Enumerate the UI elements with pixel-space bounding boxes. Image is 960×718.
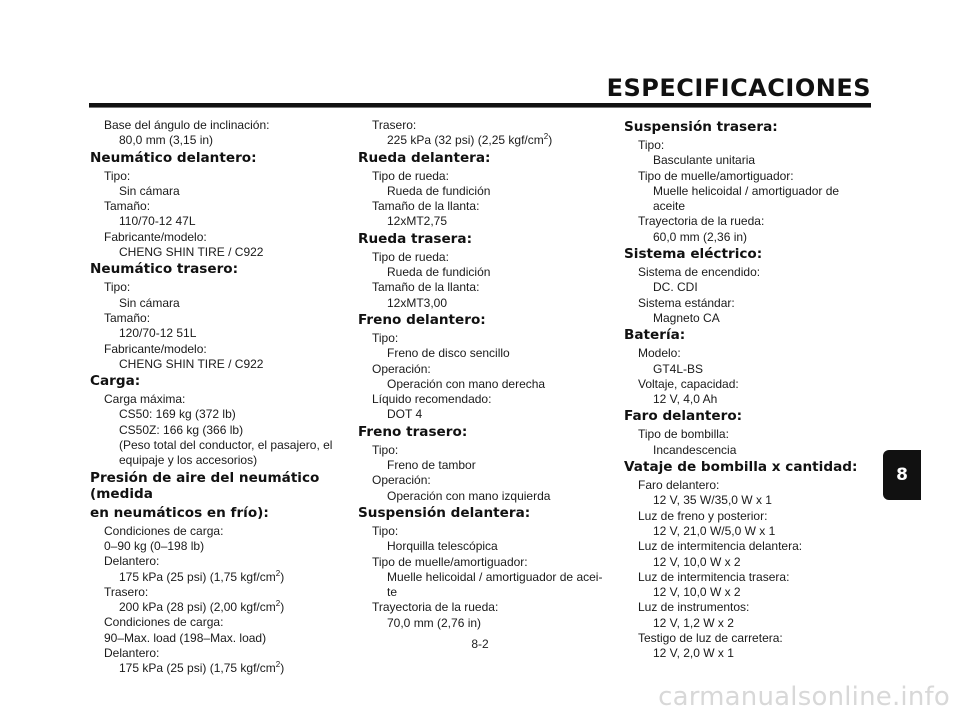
spec-value [358, 570, 608, 585]
spec-value [90, 296, 340, 311]
spec-text: Faro delantero: [638, 478, 720, 493]
spec-text: Horquilla telescópica [387, 539, 498, 554]
spec-text: CHENG SHIN TIRE / C922 [119, 245, 264, 260]
spec-text: Operación: [372, 361, 431, 376]
spec-text: Tamaño de la llanta: [372, 280, 480, 295]
spec-text: Condiciones de carga: [104, 615, 224, 630]
spec-text: Luz de instrumentos: [638, 600, 750, 615]
spec-label [624, 570, 874, 585]
spec-label [358, 473, 608, 488]
spec-value [624, 184, 874, 199]
spec-value [358, 458, 608, 473]
spec-text: 120/70-12 51L [119, 326, 197, 341]
spec-label [90, 342, 340, 357]
spec-value [624, 230, 874, 245]
spec-text: equipaje y los accesorios) [119, 453, 258, 468]
spec-value [358, 407, 608, 422]
spec-text: te [387, 585, 398, 600]
spec-text: CS50Z: 166 kg (366 lb) [119, 422, 244, 437]
section-heading [90, 150, 340, 166]
spec-text-suffix: ) [280, 600, 285, 615]
spec-value [358, 184, 608, 199]
section-heading [624, 459, 874, 475]
spec-text: Sin cámara [119, 183, 180, 198]
section-heading [358, 231, 608, 247]
spec-value [90, 438, 340, 453]
section-heading [624, 119, 874, 135]
spec-value [358, 489, 608, 504]
spec-text: Luz de intermitencia trasera: [638, 569, 790, 584]
spec-label [90, 392, 340, 407]
spec-text: Testigo de luz de carretera: [638, 631, 783, 646]
spec-text: 12xMT3,00 [387, 295, 448, 310]
spec-value [358, 377, 608, 392]
spec-text: Delantero: [104, 554, 160, 569]
spec-value [358, 539, 608, 554]
spec-text: Muelle helicoidal / amortiguador de acei- [387, 569, 603, 584]
spec-text: Tipo: [638, 138, 665, 152]
spec-text: GT4L-BS [653, 361, 704, 376]
spec-text: Operación con mano izquierda [387, 488, 551, 503]
spec-column-3 [624, 118, 874, 662]
section-heading [90, 470, 340, 502]
spec-label [624, 296, 874, 311]
spec-text: 12 V, 10,0 W x 2 [653, 554, 741, 569]
section-heading [624, 327, 874, 343]
spec-text: Condiciones de carga: [104, 523, 224, 538]
spec-value [90, 184, 340, 199]
spec-value [90, 357, 340, 372]
spec-text: CHENG SHIN TIRE / C922 [119, 356, 264, 371]
spec-text: Trayectoria de la rueda: [372, 600, 499, 615]
section-heading [624, 246, 874, 262]
spec-text-suffix: ) [280, 569, 285, 584]
section-heading [358, 505, 608, 521]
spec-text: Fabricante/modelo: [104, 341, 207, 356]
spec-label [624, 138, 874, 153]
spec-text: CS50: 169 kg (372 lb) [119, 407, 236, 422]
spec-label [624, 427, 874, 442]
spec-text: Líquido recomendado: [372, 392, 492, 407]
spec-value [90, 214, 340, 229]
spec-label [624, 478, 874, 493]
spec-text: 12xMT2,75 [387, 214, 448, 229]
spec-value [624, 362, 874, 377]
spec-label [624, 346, 874, 361]
spec-label [358, 280, 608, 295]
spec-value [624, 555, 874, 570]
spec-text: Rueda de fundición [387, 265, 491, 280]
spec-text: Basculante unitaria [653, 153, 756, 168]
spec-text: 60,0 mm (2,36 in) [653, 229, 748, 244]
spec-label [90, 199, 340, 214]
spec-text: Sistema de encendido: [638, 265, 761, 280]
chapter-tab-label: 8 [896, 465, 908, 485]
spec-value [624, 585, 874, 600]
spec-value [90, 570, 340, 585]
spec-text: 175 kPa (25 psi) (1,75 kgf/cm [119, 569, 276, 584]
spec-text: 200 kPa (28 psi) (2,00 kgf/cm [119, 600, 276, 615]
spec-text-suffix: ) [280, 661, 285, 676]
spec-text: DC. CDI [653, 280, 698, 295]
spec-label [358, 524, 608, 539]
spec-label [624, 214, 874, 229]
spec-text: 90–Max. load (198–Max. load) [104, 630, 267, 645]
watermark: carmanualsonline.info [658, 682, 950, 712]
section-heading [624, 408, 874, 424]
spec-text: Tipo: [104, 168, 131, 183]
spec-value [90, 453, 340, 468]
spec-text: Tamaño: [104, 310, 151, 325]
spec-text: Carga: [90, 373, 141, 390]
section-heading [90, 505, 340, 521]
spec-value [358, 214, 608, 229]
superscript: 2 [275, 568, 281, 578]
spec-text: Fabricante/modelo: [104, 229, 207, 244]
spec-text: Carga máxima: [104, 392, 186, 407]
spec-text: Trayectoria de la rueda: [638, 214, 765, 229]
spec-value [358, 265, 608, 280]
section-heading [358, 312, 608, 328]
spec-text: Freno trasero: [358, 423, 468, 440]
spec-value [624, 493, 874, 508]
spec-text: Tipo de rueda: [372, 168, 449, 183]
spec-label [90, 311, 340, 326]
spec-text: 12 V, 35 W/35,0 W x 1 [653, 493, 772, 508]
spec-text: 80,0 mm (3,15 in) [119, 133, 214, 148]
spec-value [624, 443, 874, 458]
spec-label [90, 615, 340, 630]
page-number: 8-2 [471, 637, 489, 651]
spec-value [90, 600, 340, 615]
spec-value [358, 585, 608, 600]
spec-value [624, 616, 874, 631]
spec-text: 175 kPa (25 psi) (1,75 kgf/cm [119, 661, 276, 676]
spec-text: Tipo: [372, 330, 399, 345]
section-heading [90, 261, 340, 277]
spec-text: Delantero: [104, 646, 160, 661]
spec-label [624, 539, 874, 554]
spec-value [358, 296, 608, 311]
spec-label [358, 169, 608, 184]
spec-text: Operación: [372, 473, 431, 488]
spec-label [358, 331, 608, 346]
spec-text: Faro delantero: [624, 408, 743, 425]
spec-text: Tipo de rueda: [372, 249, 449, 264]
spec-text: Suspensión trasera: [624, 119, 778, 135]
spec-label [624, 169, 874, 184]
title-rule [89, 103, 871, 107]
spec-text: Suspensión delantera: [358, 504, 531, 521]
spec-label [90, 230, 340, 245]
spec-text: Freno de tambor [387, 458, 476, 473]
spec-text: 12 V, 2,0 W x 1 [653, 646, 734, 661]
spec-text: Trasero: [372, 118, 417, 132]
spec-text: aceite [653, 199, 686, 214]
spec-label [624, 509, 874, 524]
spec-value [90, 326, 340, 341]
spec-label [358, 250, 608, 265]
spec-label [624, 265, 874, 280]
spec-text: 12 V, 10,0 W x 2 [653, 585, 741, 600]
spec-text: Luz de freno y posterior: [638, 508, 768, 523]
spec-value [90, 423, 340, 438]
spec-text: Tipo: [104, 280, 131, 295]
spec-text: Muelle helicoidal / amortiguador de [653, 183, 840, 198]
spec-text: Incandescencia [653, 442, 737, 457]
chapter-tab [883, 450, 921, 500]
section-heading [90, 373, 340, 389]
spec-value [358, 346, 608, 361]
spec-label [90, 169, 340, 184]
spec-text: DOT 4 [387, 407, 423, 422]
spec-text: Sistema eléctrico: [624, 246, 763, 263]
spec-text: Base del ángulo de inclinación: [104, 118, 270, 132]
spec-value [90, 245, 340, 260]
spec-label [358, 392, 608, 407]
spec-label [90, 585, 340, 600]
spec-text: Presión de aire del neumático (medida [90, 469, 320, 502]
spec-text: Tamaño: [104, 199, 151, 214]
spec-label [90, 524, 340, 539]
spec-label [624, 600, 874, 615]
spec-value [624, 524, 874, 539]
spec-label [358, 118, 608, 133]
spec-text: Tipo de muelle/amortiguador: [372, 554, 528, 569]
spec-value [624, 153, 874, 168]
spec-label [90, 539, 340, 554]
spec-text: en neumáticos en frío): [90, 504, 269, 521]
spec-label [358, 362, 608, 377]
page-title: ESPECIFICACIONES [606, 74, 871, 102]
spec-text: Rueda delantera: [358, 149, 491, 166]
section-heading [358, 150, 608, 166]
superscript: 2 [543, 132, 549, 142]
spec-text: Tamaño de la llanta: [372, 199, 480, 214]
spec-value [90, 661, 340, 676]
spec-label [358, 199, 608, 214]
spec-text: Magneto CA [653, 310, 720, 325]
spec-value [624, 392, 874, 407]
spec-label [358, 555, 608, 570]
spec-column-1 [90, 118, 340, 677]
spec-text: 0–90 kg (0–198 lb) [104, 538, 205, 553]
spec-text: Batería: [624, 327, 686, 344]
spec-text-suffix: ) [548, 133, 553, 148]
spec-text: 225 kPa (32 psi) (2,25 kgf/cm [387, 133, 544, 148]
spec-text: Luz de intermitencia delantera: [638, 539, 803, 554]
spec-text: Tipo: [372, 523, 399, 538]
spec-text: Trasero: [104, 584, 149, 599]
spec-text: Rueda de fundición [387, 183, 491, 198]
spec-value [358, 616, 608, 631]
spec-text: Freno delantero: [358, 311, 486, 328]
spec-text: 70,0 mm (2,76 in) [387, 615, 482, 630]
spec-text: Sistema estándar: [638, 295, 735, 310]
spec-value [358, 133, 608, 148]
spec-text: Neumático delantero: [90, 149, 257, 166]
spec-text: Operación con mano derecha [387, 376, 546, 391]
spec-label [358, 443, 608, 458]
spec-text: Tipo de bombilla: [638, 427, 729, 442]
spec-text: Vataje de bombilla x cantidad: [624, 459, 858, 476]
spec-text: Tipo de muelle/amortiguador: [638, 168, 794, 183]
superscript: 2 [275, 599, 281, 609]
spec-text: 12 V, 1,2 W x 2 [653, 615, 734, 630]
spec-text: Rueda trasera: [358, 230, 473, 247]
spec-text: Neumático trasero: [90, 261, 239, 278]
spec-label [624, 377, 874, 392]
spec-text: 12 V, 4,0 Ah [653, 392, 718, 407]
spec-value [624, 199, 874, 214]
spec-text: 12 V, 21,0 W/5,0 W x 1 [653, 523, 776, 538]
spec-text: Tipo: [372, 442, 399, 457]
spec-value [624, 280, 874, 295]
spec-label [90, 280, 340, 295]
section-heading [358, 424, 608, 440]
spec-label [90, 118, 340, 133]
spec-text: Sin cámara [119, 295, 180, 310]
spec-text: 110/70-12 47L [119, 214, 196, 229]
spec-text: Freno de disco sencillo [387, 346, 510, 361]
spec-value [90, 407, 340, 422]
spec-text: (Peso total del conductor, el pasajero, el [119, 438, 333, 453]
spec-value [90, 133, 340, 148]
spec-text: Voltaje, capacidad: [638, 376, 739, 391]
spec-label [358, 600, 608, 615]
spec-label [90, 554, 340, 569]
spec-column-2 [358, 118, 608, 631]
spec-text: Modelo: [638, 346, 681, 361]
superscript: 2 [275, 660, 281, 670]
spec-value [624, 311, 874, 326]
